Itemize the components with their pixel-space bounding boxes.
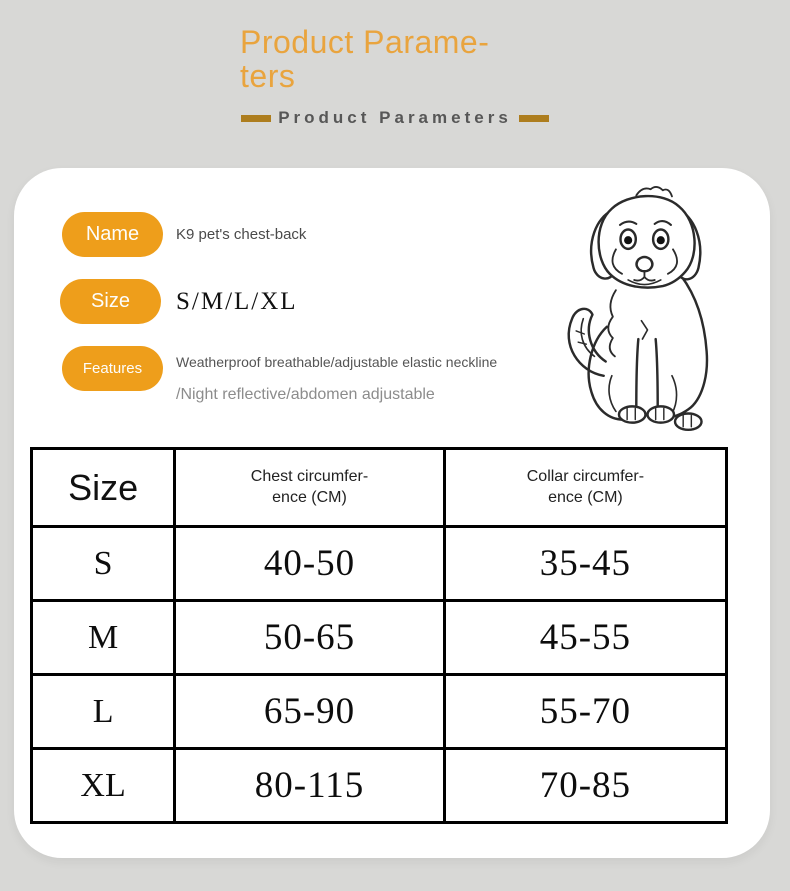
table-row <box>32 675 727 749</box>
cell-size: XL <box>32 749 175 823</box>
left-dash-decoration <box>241 115 271 122</box>
table-header-row <box>32 449 727 527</box>
column-header-collar-line1: Collar circumfer- <box>526 467 645 485</box>
section-subtitle: Product Parameters <box>278 108 512 127</box>
cell-chest: 80-115 <box>175 749 445 823</box>
size-chart-table <box>30 447 728 824</box>
features-value-line2: /Night reflective/abdomen adjustable <box>176 386 435 403</box>
cell-size: L <box>32 675 175 749</box>
table-row <box>32 749 727 823</box>
page-title-line2: ters <box>240 57 296 94</box>
name-row <box>62 212 306 257</box>
features-value <box>176 346 497 404</box>
cell-size: S <box>32 527 175 601</box>
table-row <box>32 527 727 601</box>
name-value: K9 pet's chest-back <box>176 226 307 243</box>
name-label-pill: Name <box>62 212 163 257</box>
cell-chest: 40-50 <box>175 527 445 601</box>
features-value-line1: Weatherproof breathable/adjustable elastic neckline <box>176 354 498 370</box>
size-label-pill: Size <box>60 279 161 324</box>
cell-collar: 35-45 <box>444 527 726 601</box>
column-header-size: Size <box>32 449 175 527</box>
cell-chest: 50-65 <box>175 601 445 675</box>
cell-collar: 55-70 <box>444 675 726 749</box>
column-header-collar-line2: ence (CM) <box>548 488 623 506</box>
cell-chest: 65-90 <box>175 675 445 749</box>
size-row <box>60 279 298 324</box>
page-title <box>240 26 540 93</box>
cell-collar: 45-55 <box>444 601 726 675</box>
features-row <box>62 346 497 404</box>
table-row <box>32 601 727 675</box>
section-subheading <box>0 108 790 128</box>
size-value: S/M/L/XL <box>176 287 298 315</box>
cell-collar: 70-85 <box>444 749 726 823</box>
page-title-line1: Product Parame- <box>240 24 490 60</box>
features-label-pill: Features <box>62 346 163 391</box>
column-header-collar <box>444 449 726 527</box>
column-header-chest-line2: ence (CM) <box>272 488 347 506</box>
product-info-card <box>14 168 770 858</box>
column-header-chest-line1: Chest circumfer- <box>250 467 369 485</box>
puppy-line-drawing-icon <box>552 176 742 441</box>
column-header-chest <box>175 449 445 527</box>
cell-size: M <box>32 601 175 675</box>
right-dash-decoration <box>519 115 549 122</box>
